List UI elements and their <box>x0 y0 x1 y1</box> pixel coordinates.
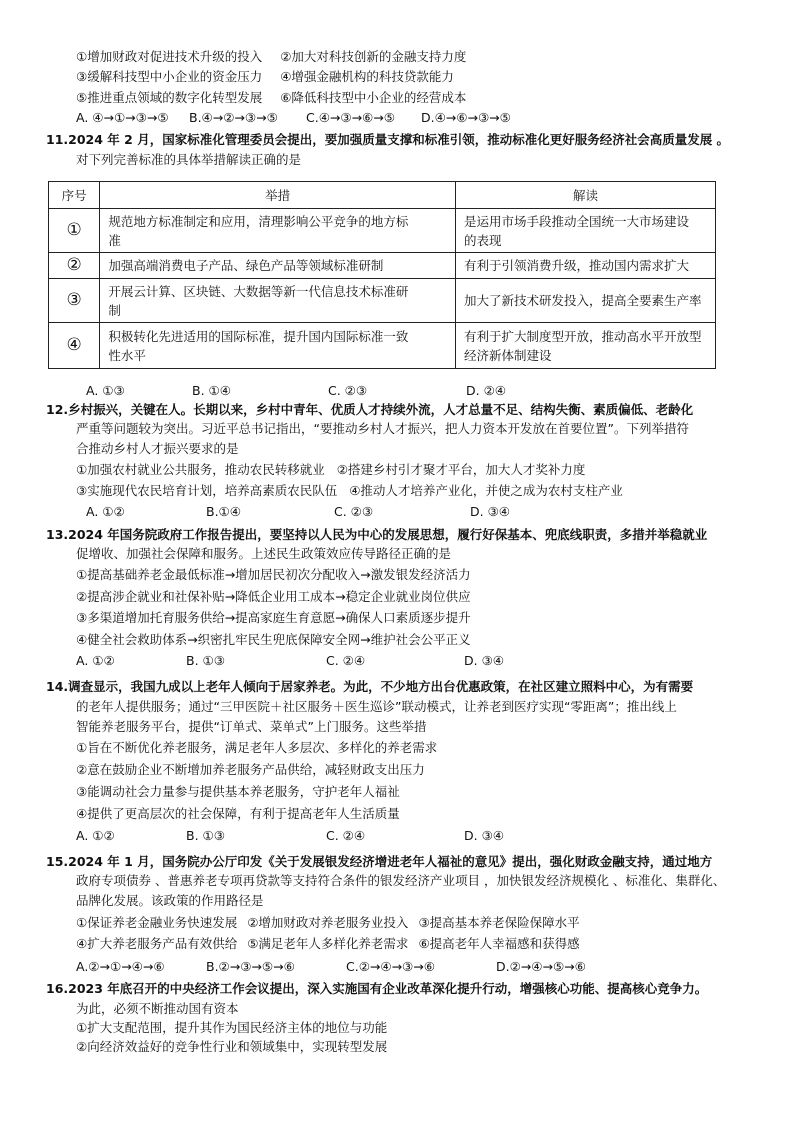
q12-stem-line2: 严重等问题较为突出。习近平总书记指出，“要推动乡村人才振兴，把人力资本开发放在首要位置”。下列举措符 <box>76 421 689 436</box>
q11-interp-line: 有利于扩大制度型开放，推动高水平开放型 <box>463 328 702 344</box>
q11-row-no: ④ <box>49 323 100 369</box>
q14-item: ④提供了更高层次的社会保障，有利于提高老年人生活质量 <box>76 806 400 821</box>
q15-options <box>76 958 586 975</box>
q11-row-measure <box>100 323 456 369</box>
q16-item: ①扩大支配范围，提升其作为国民经济主体的地位与功能 <box>76 1020 388 1035</box>
q12-stem-line1 <box>46 401 693 418</box>
q11-row-measure <box>100 279 456 323</box>
table-row <box>49 279 716 323</box>
q15-option-c: C.②→④→③→⑥ <box>346 959 435 974</box>
q13-option-b: B. ①③ <box>186 653 225 668</box>
q14-options <box>76 827 504 844</box>
q10-option-d: D.④→⑥→③→⑤ <box>421 110 511 125</box>
q16-number: 16. <box>46 981 69 996</box>
q10-item: ③缓解科技型中小企业的资金压力 <box>76 69 263 84</box>
q14-option-b: B. ①③ <box>186 828 225 843</box>
q12-number: 12. <box>46 402 69 417</box>
q11-measure-line: 性水平 <box>108 347 146 363</box>
q14-item: ①旨在不断优化养老服务，满足老年人多层次、多样化的养老需求 <box>76 740 438 755</box>
q11-interp-line: 的表现 <box>463 232 502 248</box>
q15-option-d: D.②→④→⑤→⑥ <box>496 959 586 974</box>
q11-interp-line: 经济新体制建设 <box>463 347 552 363</box>
q11-option-a: A. ①③ <box>86 383 125 398</box>
q11-interp-line: 是运用市场手段推动全国统一大市场建设 <box>463 213 689 229</box>
q15-item: ③提高基本养老保险保障水平 <box>418 915 580 930</box>
q14-stem: 调查显示，我国九成以上老年人倾向于居家养老。为此，不少地方出台优惠政策，在社区建立照料中心，为有需要 <box>68 679 694 694</box>
q15-item: ⑤满足老年人多样化养老需求 <box>247 936 409 951</box>
q10-option-b: B.④→②→③→⑤ <box>189 110 278 125</box>
q12-option-b: B.①④ <box>206 504 241 519</box>
q15-option-a: A.②→①→④→⑥ <box>76 959 165 974</box>
q12-option-a: A. ①② <box>86 504 125 519</box>
q11-option-b: B. ①④ <box>192 383 231 398</box>
q10-items-row-3 <box>76 89 466 106</box>
q14-item: ②意在鼓励企业不断增加养老服务产品供给，减轻财政支出压力 <box>76 762 425 777</box>
q11-options <box>86 382 506 399</box>
q16-stem: 2023 年底召开的中央经济工作会议提出，深入实施国有企业改革深化提升行动，增强核心功能、提高核心竞争力。 <box>68 981 708 996</box>
q12-option-c: C. ②③ <box>334 504 374 519</box>
q10-options <box>76 109 511 126</box>
q11-interp-line: 有利于引领消费升级，推动国内需求扩大 <box>463 258 689 273</box>
q16-stem-line1 <box>46 980 707 997</box>
q13-item: ③多渠道增加托育服务供给→提高家庭生育意愿→确保人口素质逐步提升 <box>76 610 471 625</box>
q12-items-row-2 <box>76 482 623 499</box>
q11-header-no: 序号 <box>49 182 100 209</box>
q13-stem-line1 <box>46 526 707 543</box>
q15-item: ⑥提高老年人幸福感和获得感 <box>418 936 580 951</box>
q11-measure-line: 开展云计算、区块链、大数据等新一代信息技术标准研 <box>108 283 409 299</box>
q11-measure-line: 制 <box>108 302 121 318</box>
q12-item: ③实施现代农民培育计划，培养高素质农民队伍 <box>76 483 338 498</box>
q10-item: ⑤推进重点领域的数字化转型发展 <box>76 90 263 105</box>
q11-header-measure: 举措 <box>100 182 456 209</box>
q15-items-row-1 <box>76 914 580 931</box>
q11-measure-line: 加强高端消费电子产品、绿色产品等领域标准研制 <box>108 258 384 273</box>
q11-row-interp <box>455 209 715 253</box>
q13-option-a: A. ①② <box>76 653 115 668</box>
q10-option-a: A. ④→①→③→⑤ <box>76 110 169 125</box>
q15-option-b: B.②→③→⑤→⑥ <box>206 959 295 974</box>
table-row <box>49 253 716 279</box>
q10-item: ①增加财政对促进技术升级的投入 <box>76 49 263 64</box>
q11-table <box>48 181 716 369</box>
q15-item: ④扩大养老服务产品有效供给 <box>76 936 238 951</box>
q15-number: 15. <box>46 854 69 869</box>
q13-option-c: C. ②④ <box>326 653 366 668</box>
q11-row-interp <box>455 279 715 323</box>
q11-header-interp: 解读 <box>455 182 715 209</box>
q13-item: ②提高涉企就业和社保补贴→降低企业用工成本→稳定企业就业岗位供应 <box>76 589 471 604</box>
q11-measure-line: 积极转化先进适用的国际标准，提升国内国际标准一致 <box>108 328 409 344</box>
table-row <box>49 209 716 253</box>
q14-stem-line3: 智能养老服务平台，提供“订单式、菜单式”上门服务。这些举措 <box>76 719 427 734</box>
q15-stem-line1 <box>46 853 712 870</box>
q11-measure-line: 准 <box>108 232 121 248</box>
q11-interp-line: 加大了新技术研发投入，提高全要素生产率 <box>463 293 702 308</box>
q12-items-row-1 <box>76 461 585 478</box>
q13-item: ①提高基础养老金最低标准→增加居民初次分配收入→激发银发经济活力 <box>76 567 471 582</box>
q14-stem-line1 <box>46 678 693 695</box>
q15-item: ①保证养老金融业务快速发展 <box>76 915 238 930</box>
q15-items-row-2 <box>76 935 580 952</box>
q15-stem-line2: 政府专项债券 、普惠养老专项再贷款等支持符合条件的银发经济产业项目 ，加快银发经济规模化 、标准化、集群化、 <box>76 873 726 888</box>
q11-number: 11. <box>46 132 69 147</box>
q10-item: ④增强金融机构的科技贷款能力 <box>280 69 454 84</box>
q15-stem-line3: 品牌化发展。该政策的作用路径是 <box>76 893 264 908</box>
q11-row-interp <box>455 253 715 279</box>
q11-row-measure <box>100 209 456 253</box>
q14-stem-line2: 的老年人提供服务；通过“三甲医院＋社区服务＋医生巡诊”联动模式，让养老到医疗实现“零距离”；推出线上 <box>76 699 677 714</box>
q15-item: ②增加财政对养老服务业投入 <box>247 915 409 930</box>
q11-table-header <box>49 182 716 209</box>
q14-item: ③能调动社会力量参与提供基本养老服务，守护老年人福祉 <box>76 784 400 799</box>
q11-option-d: D. ②④ <box>466 383 506 398</box>
q12-item: ④推动人才培养产业化，并使之成为农村支柱产业 <box>349 483 623 498</box>
q16-stem-line2: 为此，必须不断推动国有资本 <box>76 1001 239 1016</box>
q11-row-no: ② <box>49 253 100 279</box>
q12-stem-line3: 合推动乡村人才振兴要求的是 <box>76 441 239 456</box>
q14-number: 14. <box>46 679 69 694</box>
q15-stem: 2024 年 1 月，国务院办公厅印发《关于发展银发经济增进老年人福祉的意见》提出，强化财政金融支持，通过地方 <box>68 854 713 869</box>
q11-stem-line1 <box>46 131 729 148</box>
q11-stem: 2024 年 2 月，国家标准化管理委员会提出，要加强质量支撑和标准引领，推动标准化更好服务经济社会高质量发展 。 <box>68 132 730 147</box>
q13-item: ④健全社会救助体系→织密扎牢民生兜底保障安全网→维护社会公平正义 <box>76 632 471 647</box>
q13-number: 13. <box>46 527 69 542</box>
q13-stem-line2: 促增收、加强社会保障和服务。上述民生政策效应传导路径正确的是 <box>76 546 452 561</box>
q12-item: ②搭建乡村引才聚才平台，加大人才奖补力度 <box>336 462 586 477</box>
q11-row-interp <box>455 323 715 369</box>
q10-items-row-1 <box>76 48 466 65</box>
q14-option-c: C. ②④ <box>326 828 366 843</box>
q10-item: ⑥降低科技型中小企业的经营成本 <box>280 90 467 105</box>
q10-option-c: C.④→③→⑥→⑤ <box>306 110 395 125</box>
q10-items-row-2 <box>76 68 454 85</box>
q12-item: ①加强农村就业公共服务，推动农民转移就业 <box>76 462 325 477</box>
q11-row-measure <box>100 253 456 279</box>
q10-item: ②加大对科技创新的金融支持力度 <box>280 49 467 64</box>
table-row <box>49 323 716 369</box>
q12-option-d: D. ③④ <box>470 504 510 519</box>
q11-stem-line2: 对下列完善标准的具体举措解读正确的是 <box>76 152 302 167</box>
q13-options <box>76 652 504 669</box>
q12-stem: 乡村振兴，关键在人。长期以来，乡村中青年、优质人才持续外流，人才总量不足、结构失衡、素质偏低、老龄化 <box>68 402 694 417</box>
q16-item: ②向经济效益好的竞争性行业和领域集中，实现转型发展 <box>76 1039 388 1054</box>
q11-row-no: ① <box>49 209 100 253</box>
q13-option-d: D. ③④ <box>464 653 504 668</box>
q11-row-no: ③ <box>49 279 100 323</box>
q13-stem: 2024 年国务院政府工作报告提出，要坚持以人民为中心的发展思想，履行好保基本、兜底线职责，多措并举稳就业 <box>68 527 708 542</box>
q14-option-a: A. ①② <box>76 828 115 843</box>
q11-option-c: C. ②③ <box>328 383 368 398</box>
q12-options <box>86 503 510 520</box>
q14-option-d: D. ③④ <box>464 828 504 843</box>
q11-measure-line: 规范地方标准制定和应用，清理影响公平竞争的地方标 <box>108 213 409 229</box>
